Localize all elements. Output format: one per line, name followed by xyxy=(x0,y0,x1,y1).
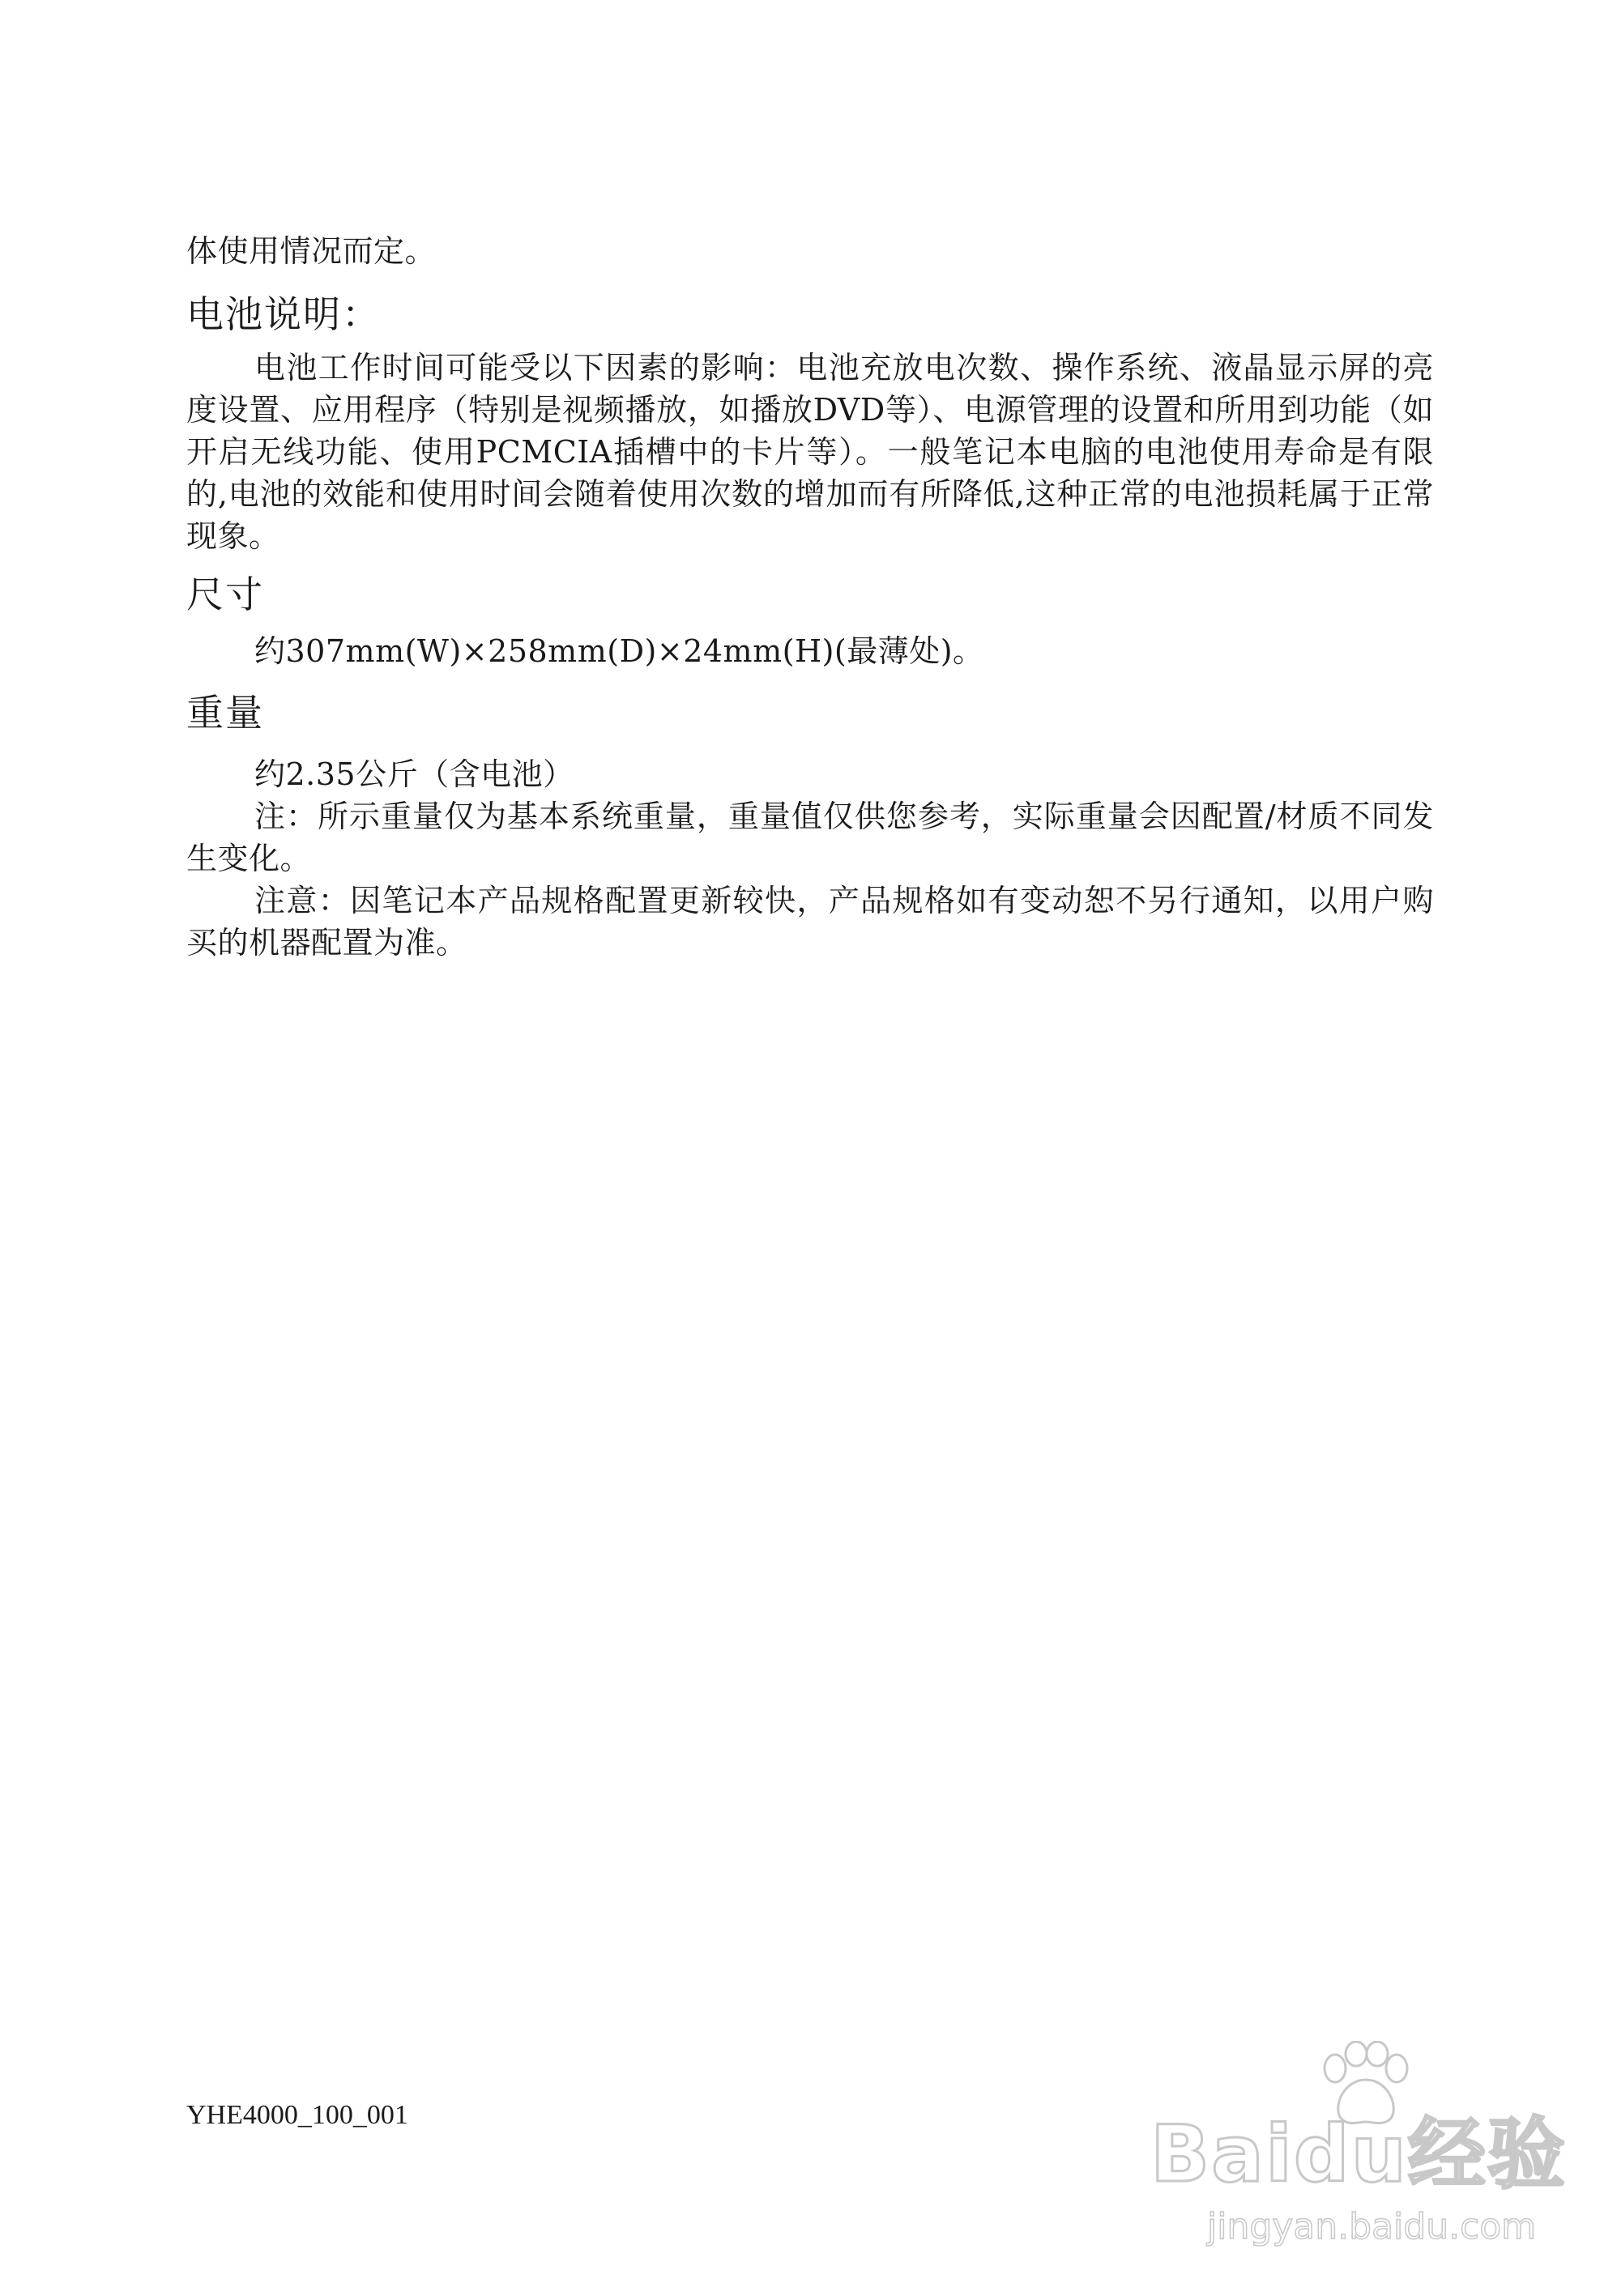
baidu-logo-text: Baidu经验 xyxy=(1150,2109,1567,2200)
weight-note: 注：所示重量仅为基本系统重量，重量值仅供您参考，实际重量会因配置/材质不同发生变化。 xyxy=(186,799,1434,876)
baidu-watermark xyxy=(1150,2041,1572,2260)
weight-heading: 重量 xyxy=(186,691,264,735)
weight-value: 约2.35公斤（含电池） xyxy=(254,756,574,792)
dimensions-heading: 尺寸 xyxy=(186,573,264,616)
battery-heading: 电池说明： xyxy=(186,292,381,336)
continuation-text: 体使用情况而定。 xyxy=(186,233,437,269)
baidu-url: jingyan.baidu.com xyxy=(1207,2206,1537,2247)
footer-code: YHE4000_100_001 xyxy=(186,2100,408,2130)
dimensions-value: 约307mm(W)×258mm(D)×24mm(H)(最薄处)。 xyxy=(254,633,984,669)
battery-description: 电池工作时间可能受以下因素的影响：电池充放电次数、操作系统、液晶显示屏的亮度设置、应用程序（特别是视频播放，如播放DVD等）、电源管理的设置和所用到功能（如开启无线功能、使用PCMCIA插槽中的卡片等）。一般笔记本电脑的电池使用寿命是有限的,电池的效能和使用时间会随着使用次数的增加而有所降低,这种正常的电池损耗属于正常现象。 xyxy=(186,350,1434,554)
spec-change-notice: 注意：因笔记本产品规格配置更新较快，产品规格如有变动恕不另行通知，以用户购买的机器配置为准。 xyxy=(186,883,1434,961)
